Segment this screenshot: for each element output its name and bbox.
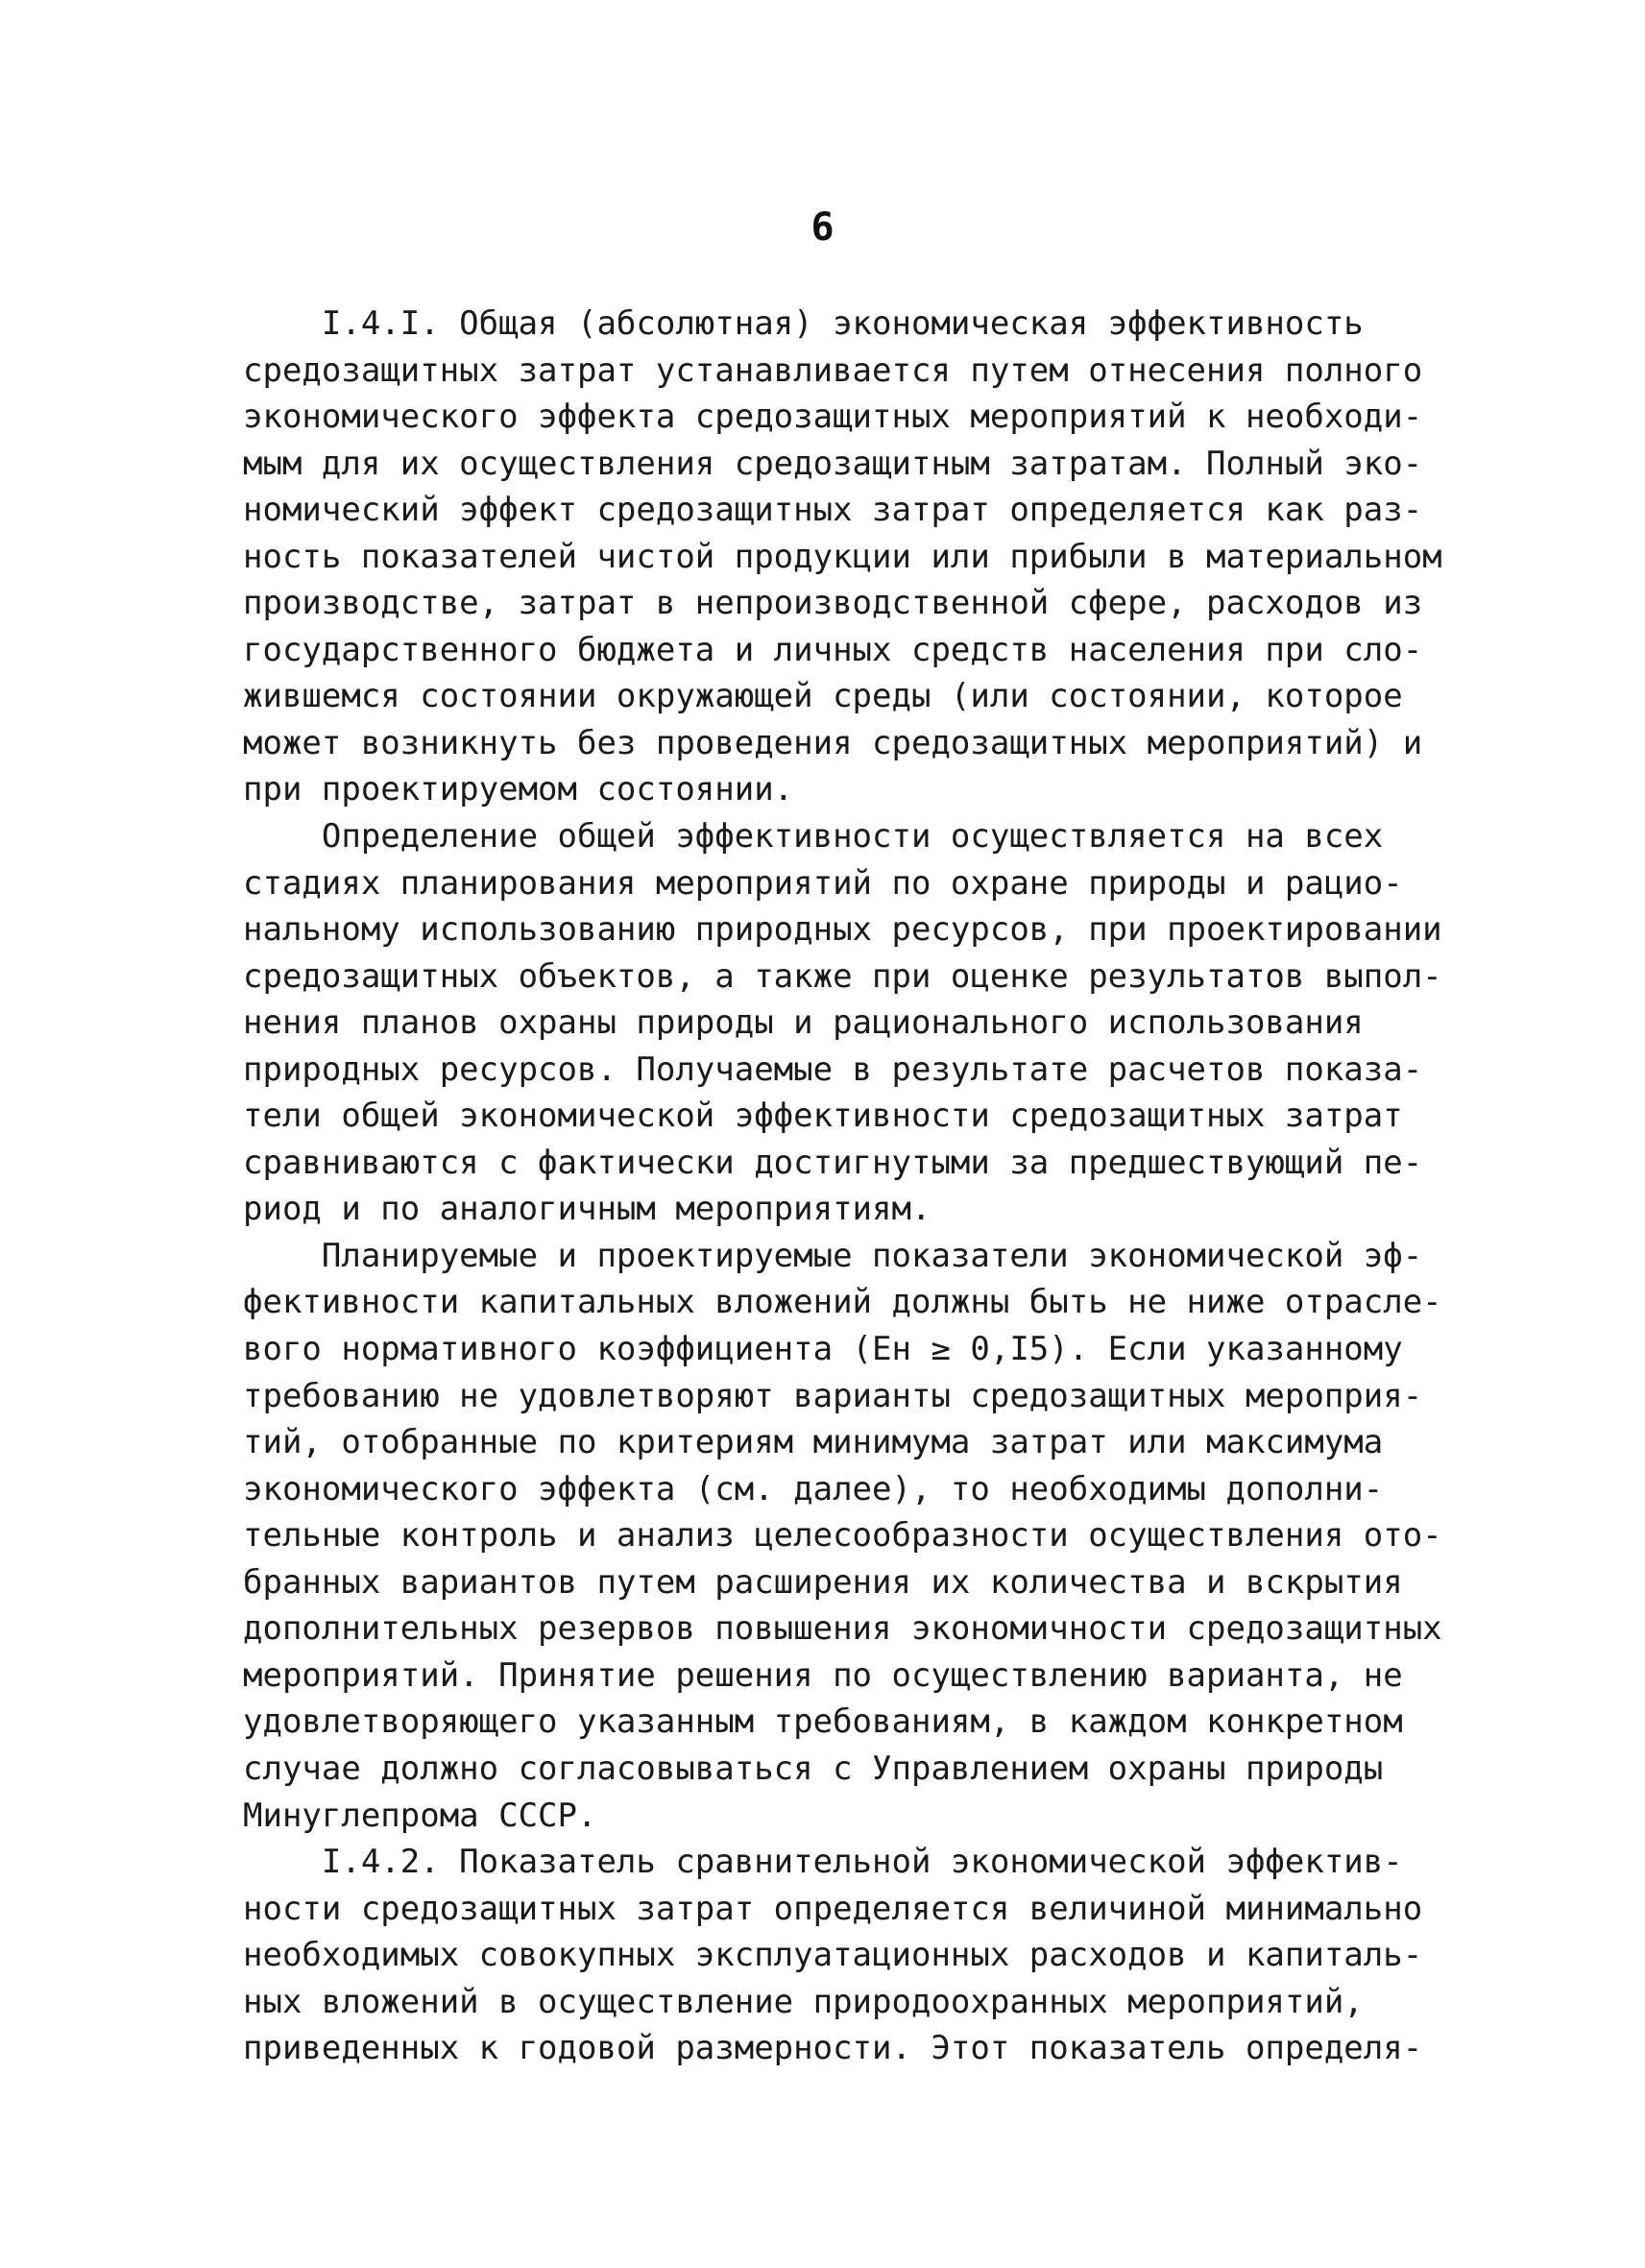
text-line: Минуглепрома СССР. [243,1796,597,1835]
text-line: I.4.I. Общая (абсолютная) экономическая эффективность [243,304,1364,343]
text-line: ности средозащитных затрат определяется величиной минимально [243,1889,1423,1928]
text-line: необходимых совокупных эксплуатационных расходов и капиталь- [243,1936,1423,1975]
text-line: Определение общей эффективности осуществляется на всех [243,817,1384,857]
text-line: тельные контроль и анализ целесообразности осуществления ото- [243,1516,1442,1556]
text-line: мым для их осуществления средозащитным затратам. Полный эко- [243,444,1423,483]
text-line: экономического эффекта (см. далее), то необходимы дополни- [243,1469,1384,1508]
text-line: номический эффект средозащитных затрат определяется как раз- [243,491,1423,530]
text-line: производстве, затрат в непроизводственной сфере, расходов из [243,584,1423,623]
text-line: случае должно согласовываться с Управлением охраны природы [243,1749,1384,1788]
text-line: стадиях планирования мероприятий по охране природы и рацио- [243,863,1403,903]
text-line: I.4.2. Показатель сравнительной экономической эффектив- [243,1843,1403,1882]
text-line: средозащитных объектов, а также при оценке результатов выпол- [243,956,1442,996]
text-line: может возникнуть без проведения средозащитных мероприятий) и [243,723,1423,762]
text-line: вого нормативного коэффициента (Ен ≥ 0,I5). Если указанному [243,1330,1403,1369]
text-line: риод и по аналогичным мероприятиям. [243,1190,931,1229]
text-line: мероприятий. Принятие решения по осуществлению варианта, не [243,1655,1403,1695]
text-line: тий, отобранные по критериям минимума затрат или максимума [243,1423,1384,1462]
text-line: удовлетворяющего указанным требованиям, в каждом конкретном [243,1702,1403,1742]
page-number: 6 [810,205,835,250]
body-text [243,301,1442,2072]
text-line: нения планов охраны природы и рационального использования [243,1003,1364,1043]
text-line: при проектируемом состоянии. [243,770,794,809]
text-line: ных вложений в осуществление природоохранных мероприятий, [243,1982,1364,2021]
text-line: ность показателей чистой продукции или прибыли в материальном [243,537,1442,576]
text-line: природных ресурсов. Получаемые в результате расчетов показа- [243,1050,1423,1089]
text-line: приведенных к годовой размерности. Этот показатель определя- [243,2029,1423,2068]
text-line: средозащитных затрат устанавливается путем отнесения полного [243,350,1423,390]
text-line: требованию не удовлетворяют варианты средозащитных мероприя- [243,1376,1423,1415]
text-line: дополнительных резервов повышения экономичности средозащитных [243,1609,1442,1649]
text-line: бранных вариантов путем расширения их количества и вскрытия [243,1562,1403,1602]
text-line: фективности капитальных вложений должны быть не ниже отрасле- [243,1283,1442,1322]
text-line: нальному использованию природных ресурсов, при проектировании [243,910,1442,950]
text-line: государственного бюджета и личных средств населения при сло- [243,630,1423,669]
text-line: экономического эффекта средозащитных мероприятий к необходи- [243,398,1423,437]
text-line: жившемся состоянии окружающей среды (или состоянии, которое [243,677,1403,716]
text-line: Планируемые и проектируемые показатели экономической эф- [243,1236,1423,1275]
text-line: сравниваются с фактически достигнутыми за предшествующий пе- [243,1143,1423,1182]
text-line: тели общей экономической эффективности средозащитных затрат [243,1097,1403,1136]
